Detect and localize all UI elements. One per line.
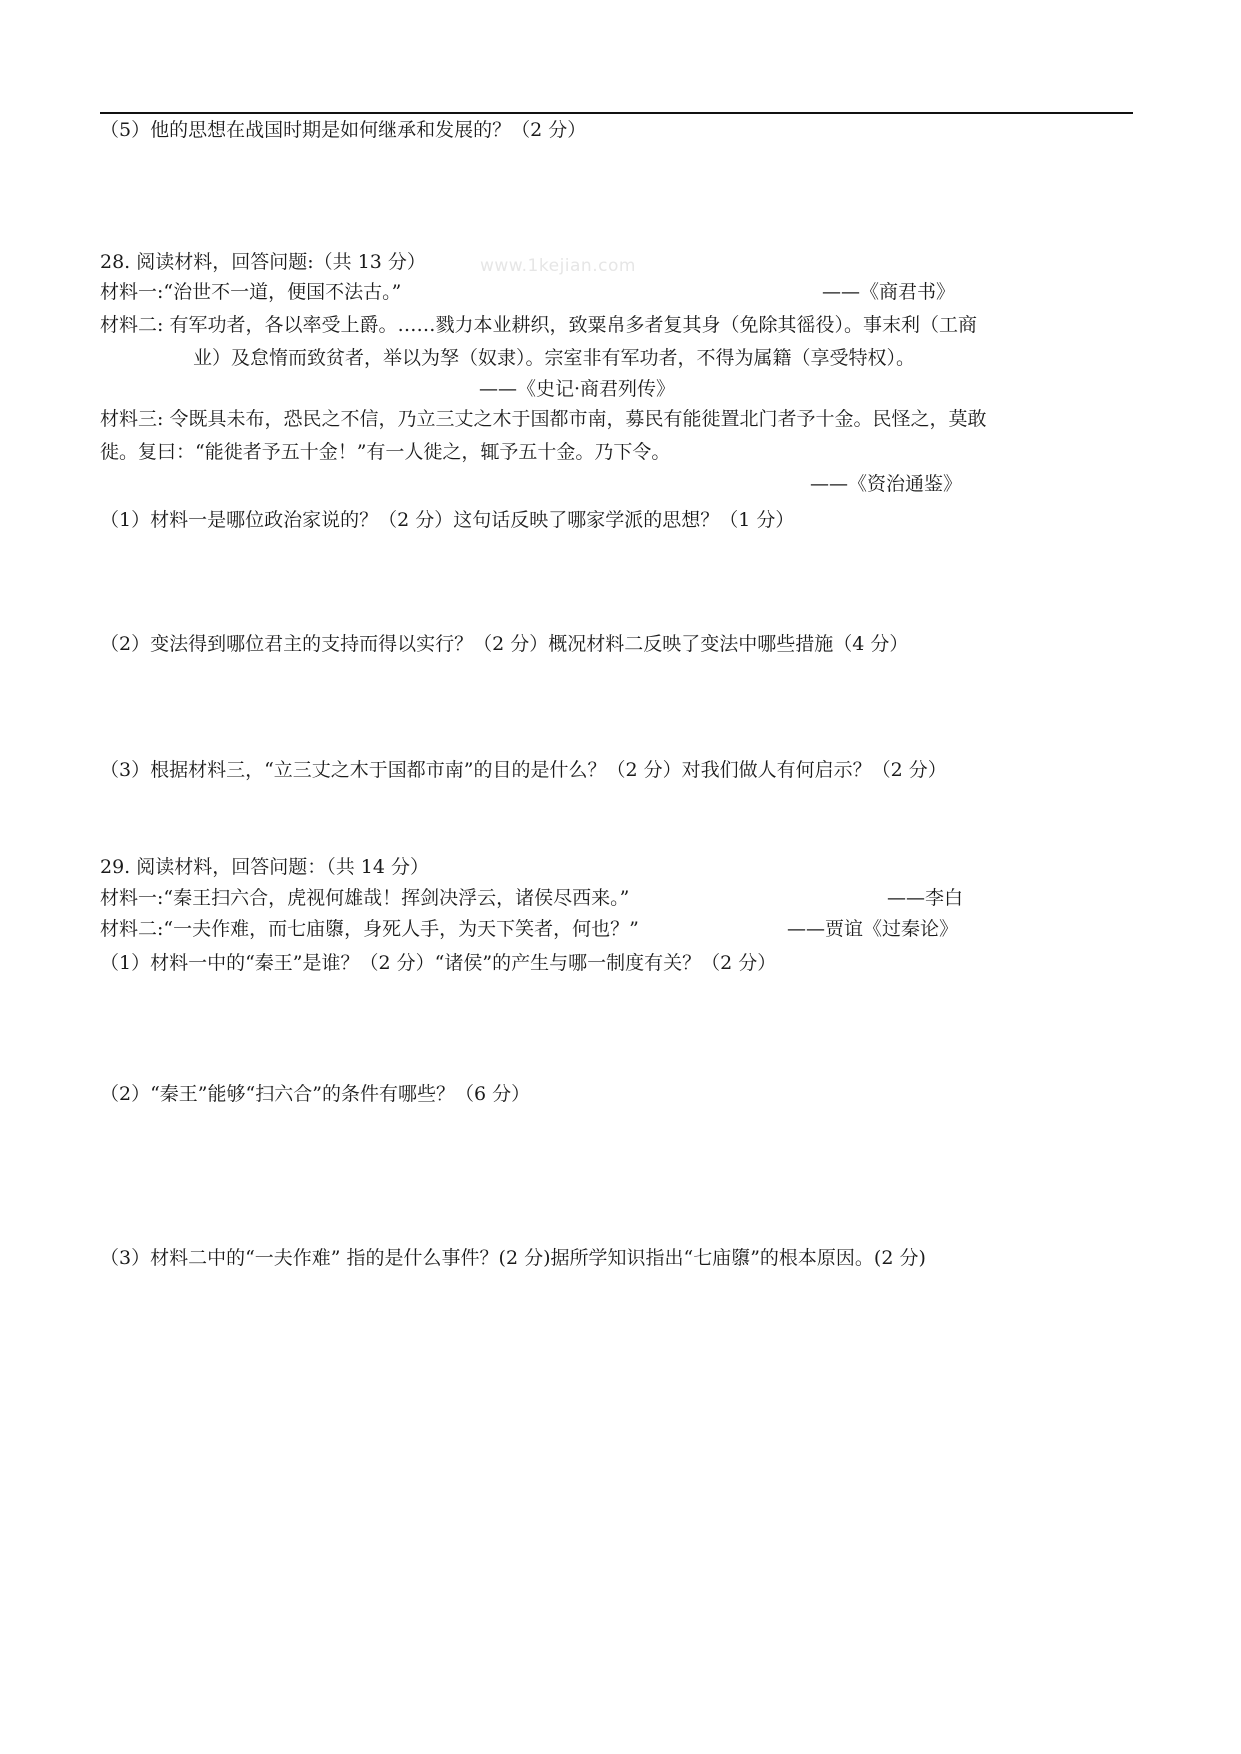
q29-question1: （1）材料一中的“秦王”是谁？（2 分）“诸侯”的产生与哪一制度有关？（2 分） [100,952,777,974]
q29-question3: （3）材料二中的“一夫作难” 指的是什么事件？(2 分)据所学知识指出“七庙隳”的根本原因。(2 分) [100,1247,926,1269]
q28-material2-line2: 业）及怠惰而致贫者，举以为孥（奴隶）。宗室非有军功者，不得为属籍（享受特权）。 [193,347,916,369]
q28-material1-source: ——《商君书》 [822,281,956,303]
q29-question2: （2）“秦王”能够“扫六合”的条件有哪些？（6 分） [100,1083,531,1105]
q28-heading: 28. 阅读材料，回答问题:（共 13 分） [100,251,426,273]
q28-question3: （3）根据材料三，“立三丈之木于国都市南”的目的是什么？（2 分）对我们做人有何启示？（2 分） [100,759,947,781]
q29-material2: 材料二:“一夫作难，而七庙隳，身死人手，为天下笑者，何也？” [100,918,639,940]
q28-question1: （1）材料一是哪位政治家说的？（2 分）这句话反映了哪家学派的思想？（1 分） [100,509,795,531]
q29-material1-source: ——李白 [887,887,964,909]
q28-material2-source: ——《史记·商君列传》 [479,378,676,400]
q29-material1: 材料一:“秦王扫六合，虎视何雄哉！挥剑决浮云，诸侯尽西来。” [100,887,630,909]
header-rule [100,112,1133,114]
q28-material3-source: ——《资治通鉴》 [810,473,963,495]
q29-heading: 29. 阅读材料，回答问题：（共 14 分） [100,856,430,878]
q29-material2-source: ——贾谊《过秦论》 [787,918,959,940]
q28-material3-line1: 材料三: 令既具未布，恐民之不信，乃立三丈之木于国都市南，募民有能徙置北门者予十金。民怪之，莫敢 [100,408,987,430]
q28-question2: （2）变法得到哪位君主的支持而得以实行？（2 分）概况材料二反映了变法中哪些措施（4 分） [100,633,909,655]
q28-material3-line2: 徙。复曰：“能徙者予五十金！”有一人徙之，辄予五十金。乃下令。 [100,441,671,463]
watermark-text: www.1kejian.com [480,256,636,276]
q28-material1: 材料一:“治世不一道，便国不法古。” [100,281,402,303]
q27-part5: （5）他的思想在战国时期是如何继承和发展的？（2 分） [100,119,587,141]
q28-material2-line1: 材料二: 有军功者，各以率受上爵。……戮力本业耕织，致粟帛多者复其身（免除其徭役）。事末利（工商 [100,314,977,336]
